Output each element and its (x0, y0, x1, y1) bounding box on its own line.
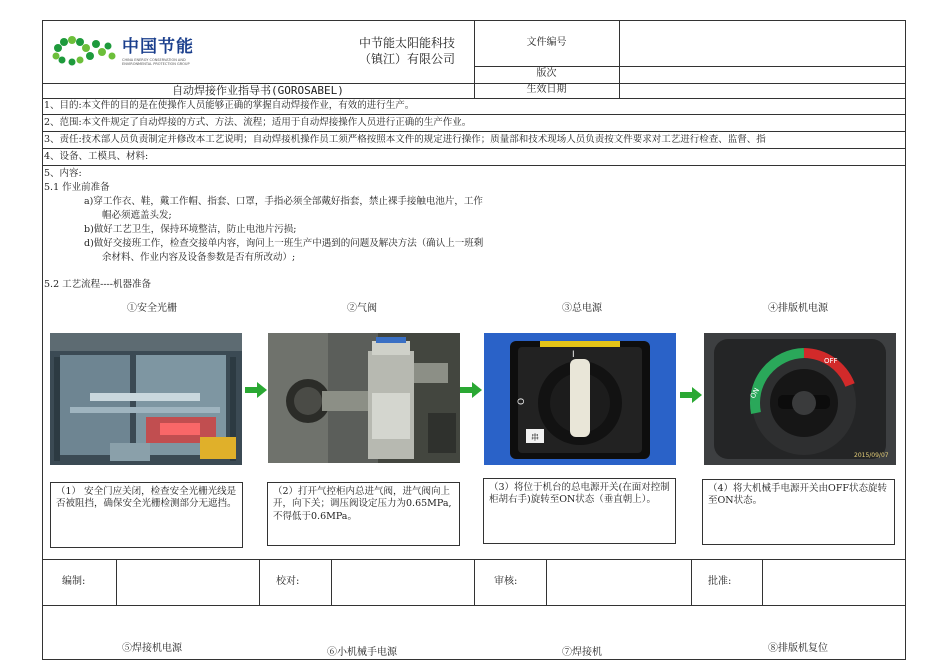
arrow-right-icon (245, 382, 267, 398)
step-2-caption: （2）打开气控柜内总进气阀，进气阀向上开，向下关；调压阀设定压力为0.65MPa,不得低于0.6MPa。 (267, 482, 460, 546)
brand-logo-icon (50, 34, 120, 68)
section-content: 5、内容: (44, 168, 82, 179)
step-3-photo (484, 333, 676, 465)
step-5-title: ⑤焊接机电源 (122, 643, 182, 654)
next-steps-row (42, 638, 906, 660)
step-4-caption: （4）将大机械手电源开关由OFF状态旋转至ON状态。 (702, 479, 895, 545)
step-4-title: ④排版机电源 (768, 303, 828, 314)
step-7-title: ⑦焊接机 (562, 647, 602, 658)
step-3-caption: （3）将位于机台的总电源开关(在面对控制柜胡右手)旋转至ON状态（垂直朝上）。 (483, 478, 676, 544)
dial-on-label: OFF (824, 357, 838, 365)
doc-number-label: 文件编号 (526, 37, 567, 48)
arrow-right-icon (460, 382, 482, 398)
doc-title: 自动焊接作业指导书(GOROSABEL) (172, 84, 344, 97)
switch-i-label: I (572, 350, 575, 360)
prep-item-b: b)做好工艺卫生，保持环境整洁，防止电池片污损; (84, 224, 297, 235)
step-6-title: ⑥小机械手电源 (327, 647, 397, 658)
step-2-photo (268, 333, 460, 463)
document-sheet (42, 20, 906, 660)
section-scope: 2、范围:本文件规定了自动焊接的方式、方法、流程；适用于自动焊接操作人员进行正确的生产作业。 (44, 117, 472, 128)
version-label: 版次 (536, 68, 557, 79)
effective-date-label: 生效日期 (526, 84, 567, 95)
reviewed-by-label: 审核: (494, 576, 518, 587)
approved-by-label: 批准: (708, 576, 732, 587)
prep-item-a: a)穿工作衣、鞋，戴工作帽、指套、口罩，手指必须全部戴好指套，禁止裸手接触电池片，工作 (84, 196, 483, 207)
switch-plate-label: 串 (531, 433, 539, 442)
section-responsibility: 3、责任:技术部人员负责制定并修改本工艺说明；自动焊接机操作员工须严格按照本文件的规定进行操作；质量部和技术现场人员负责按文件要求对工艺进行检查、监督、指 (44, 134, 766, 145)
section-equipment: 4、设备、工模具、材料: (44, 151, 149, 162)
dial-off-label: ON (748, 386, 762, 400)
company-name-line2: （镇江）有限公司 (358, 52, 455, 66)
prep-item-d: d)做好交接班工作，检查交接单内容，询问上一班生产中遇到的问题及解决方法（确认上一班剩 (84, 238, 484, 249)
switch-o-label: O (517, 397, 527, 405)
prepared-by-label: 编制: (62, 576, 86, 587)
prep-title: 5.1 作业前准备 (44, 182, 110, 193)
photo-date-stamp: 2015/09/07 (854, 452, 889, 459)
checked-by-label: 校对: (276, 576, 300, 587)
step-4-photo (704, 333, 896, 465)
step-1-title: ①安全光栅 (127, 303, 177, 314)
company-name-line1: 中节能太阳能科技 (358, 36, 455, 50)
flow-title: 5.2 工艺流程----机器准备 (44, 279, 151, 290)
brand-name: 中国节能 (122, 37, 194, 57)
step-1-caption: （1） 安全门应关闭，检查安全光栅光线是否被阻挡，确保安全光栅检测部分无遮挡。 (50, 482, 243, 548)
step-2-title: ②气阀 (347, 303, 377, 314)
section-purpose: 1、目的:本文件的目的是在使操作人员能够正确的掌握自动焊接作业，有效的进行生产。 (44, 100, 415, 111)
prep-item-d-cont: 余材料、作业内容及设备参数是否有所改动）; (102, 252, 296, 263)
step-1-photo (50, 333, 242, 465)
prep-item-a-cont: 帽必须遮盖头发; (102, 210, 172, 221)
arrow-right-icon (680, 387, 702, 403)
step-3-title: ③总电源 (562, 303, 602, 314)
brand-subtitle: CHINA ENERGY CONSERVATION AND ENVIRONMENTAL PROTECTION GROUP (122, 58, 190, 67)
step-8-title: ⑧排版机复位 (768, 643, 828, 654)
